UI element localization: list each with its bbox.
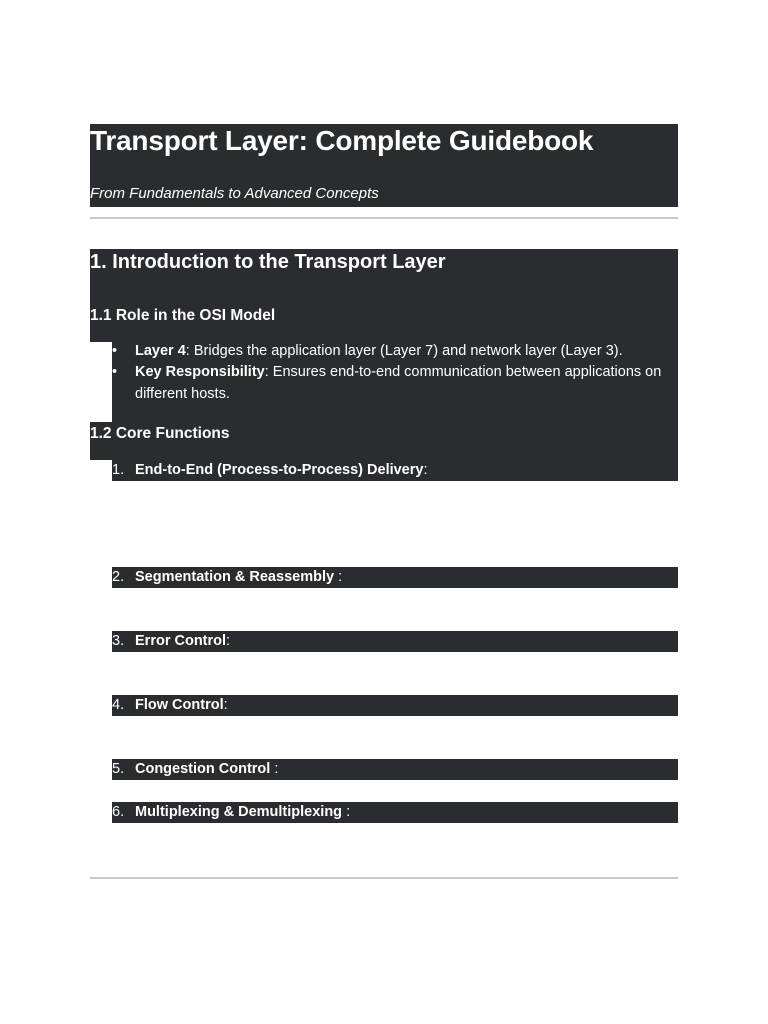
function-detail: errors.: [181, 675, 223, 691]
function-detail: (UDP).: [181, 611, 226, 627]
function-detail: Breaks data from the application layer into segments (TCP) or datagrams: [181, 590, 651, 606]
function-detail: Prevents network overload (e.g., AIMD in TCP).: [181, 782, 488, 798]
subsection-heading: 1.2 Core Functions: [90, 425, 230, 442]
function-detail: port 25).: [181, 504, 235, 520]
function-detail: separates it at the receiver (demultiplexing).: [181, 847, 463, 863]
function-detail: Manages data flow to prevent receiver overload (e.g., sliding window: [181, 718, 622, 734]
function-detail: Example: A web browser (port 50001) communicates with a server (port: [181, 525, 641, 541]
bullet-icon: •: [112, 364, 118, 380]
subsection-heading: 1.1 Role in the OSI Model: [90, 307, 276, 324]
section-heading: 1. Introduction to the Transport Layer: [90, 251, 446, 273]
header-divider: [90, 217, 678, 219]
function-detail: 80).: [181, 546, 206, 562]
document-title: Transport Layer: Complete Guidebook: [90, 125, 594, 156]
bullet-icon: •: [112, 343, 118, 359]
section-divider: [90, 877, 678, 879]
function-detail: Combines data from multiple apps into one stream (multiplexing) and: [181, 825, 624, 841]
function-detail: protocol).: [181, 739, 242, 755]
document-subtitle: From Fundamentals to Advanced Concepts: [90, 185, 379, 202]
function-detail: Uses port numbers to identify applications (e.g., HTTP: port 80, SMTP:: [181, 484, 643, 500]
function-detail: Uses checksums (TCP/UDP) and CRC (Data Link Layer) to detect corrupt: [181, 654, 663, 670]
